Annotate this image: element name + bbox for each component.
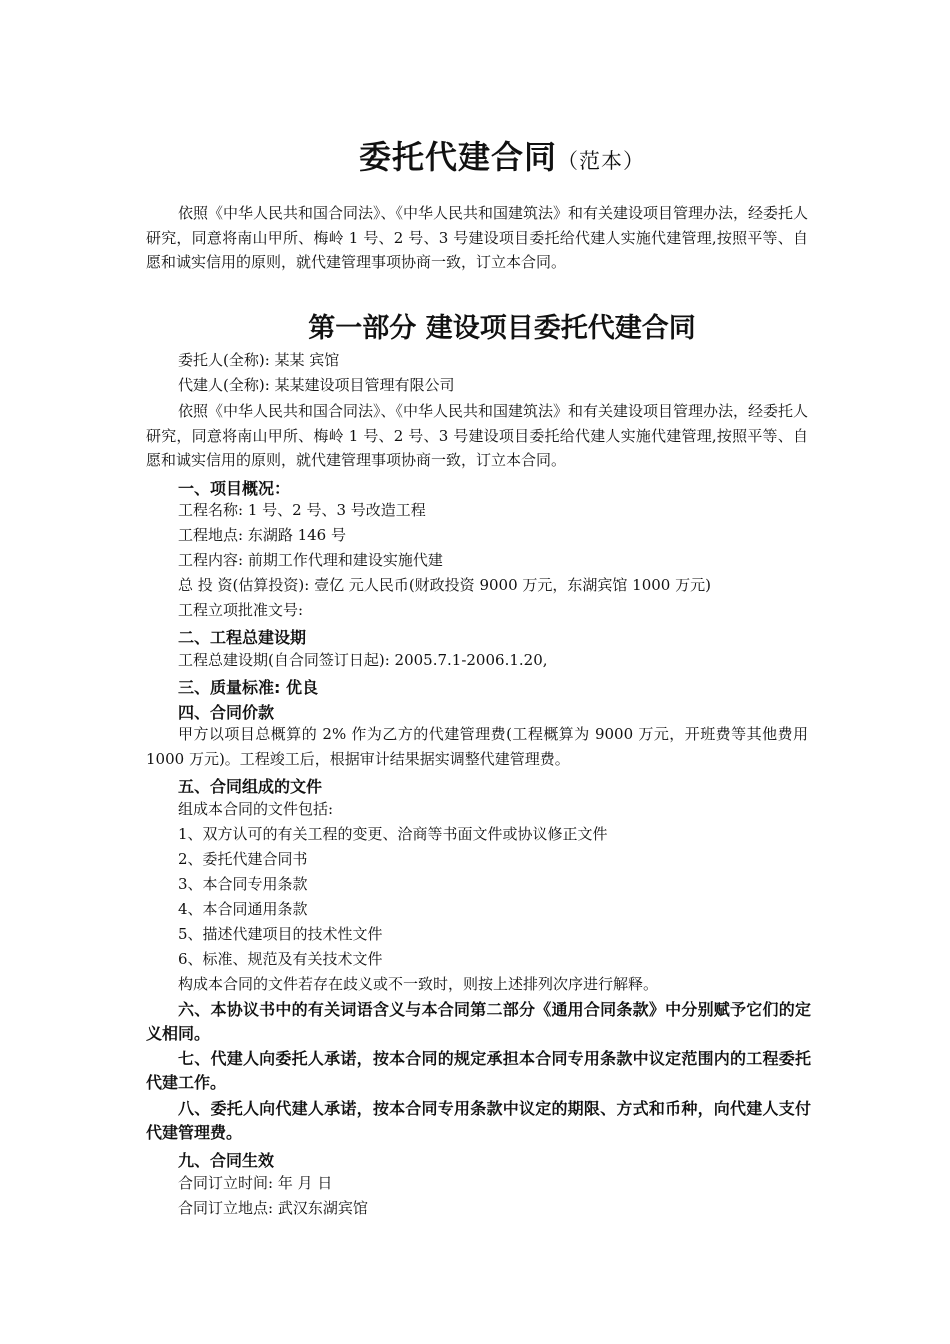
section-7-paragraph: 七、代建人向委托人承诺，按本合同的规定承担本合同专用条款中议定范围内的工程委托代建工作。 <box>146 1049 811 1092</box>
investment-line: 总 投 资(估算投资): 壹亿 元人民币(财政投资 9000 万元，东湖宾馆 1000 万元) <box>178 576 711 594</box>
client-line: 委托人(全称): 某某 宾馆 <box>178 351 340 369</box>
document-item-6: 6、标准、规范及有关技术文件 <box>178 950 383 968</box>
project-content-line: 工程内容: 前期工作代理和建设实施代建 <box>178 551 443 569</box>
document-item-4: 4、本合同通用条款 <box>178 900 308 918</box>
section-1-heading: 一、项目概况： <box>178 479 291 498</box>
document-item-2: 2、委托代建合同书 <box>178 850 308 868</box>
project-name-line: 工程名称: 1 号、2 号、3 号改造工程 <box>178 501 426 519</box>
construction-period-line: 工程总建设期(自合同签订日起): 2005.7.1-2006.1.20, <box>178 651 548 669</box>
section-9-heading: 九、合同生效 <box>178 1151 275 1170</box>
document-title <box>0 132 950 178</box>
section-8-paragraph: 八、委托人向代建人承诺，按本合同专用条款中议定的期限、方式和币种，向代建人支付代建管理费。 <box>146 1099 811 1142</box>
signing-place-line: 合同订立地点: 武汉东湖宾馆 <box>178 1199 368 1217</box>
title-main: 委托代建合同 <box>358 138 557 176</box>
document-item-3: 3、本合同专用条款 <box>178 875 308 893</box>
documents-precedence-line: 构成本合同的文件若存在歧义或不一致时，则按上述排列次序进行解释。 <box>178 975 659 993</box>
contract-price-paragraph: 甲方以项目总概算的 2% 作为乙方的代建管理费(工程概算为 9000 万元，开班费等其他费用 1000 万元)。工程竣工后，根据审计结果据实调整代建管理费。 <box>146 725 808 768</box>
section-2-heading: 二、工程总建设期 <box>178 628 307 647</box>
agent-line: 代建人(全称): 某某建设项目管理有限公司 <box>178 376 455 394</box>
project-location-line: 工程地点: 东湖路 146 号 <box>178 526 346 544</box>
part1-title: 第一部分 建设项目委托代建合同 <box>308 313 696 344</box>
intro2-paragraph: 依照《中华人民共和国合同法》、《中华人民共和国建筑法》和有关建设项目管理办法，经委托人研究，同意将南山甲所、梅岭 1 号、2 号、3 号建设项目委托给代建人实施代建管理,按照平等、自愿和诚实信用的原则，就代建管理事项协商一致，订立本合同。 <box>146 402 809 469</box>
signing-time-line: 合同订立时间: 年 月 日 <box>178 1174 333 1192</box>
section-5-heading: 五、合同组成的文件 <box>178 777 323 796</box>
intro-paragraph: 依照《中华人民共和国合同法》、《中华人民共和国建筑法》和有关建设项目管理办法，经委托人研究，同意将南山甲所、梅岭 1 号、2 号、3 号建设项目委托给代建人实施代建管理,按照平等、自愿和诚实信用的原则，就代建管理事项协商一致，订立本合同。 <box>146 204 809 271</box>
document-item-5: 5、描述代建项目的技术性文件 <box>178 925 383 943</box>
section-4-heading: 四、合同价款 <box>178 703 275 722</box>
documents-intro-line: 组成本合同的文件包括: <box>178 800 334 818</box>
title-note: （范本） <box>557 149 645 173</box>
section-6-paragraph: 六、本协议书中的有关词语含义与本合同第二部分《通用合同条款》中分别赋予它们的定义相同。 <box>146 1000 811 1043</box>
document-item-1: 1、双方认可的有关工程的变更、洽商等书面文件或协议修正文件 <box>178 825 608 843</box>
section-3-heading: 三、质量标准: 优良 <box>178 678 318 697</box>
approval-number-line: 工程立项批准文号: <box>178 601 304 619</box>
